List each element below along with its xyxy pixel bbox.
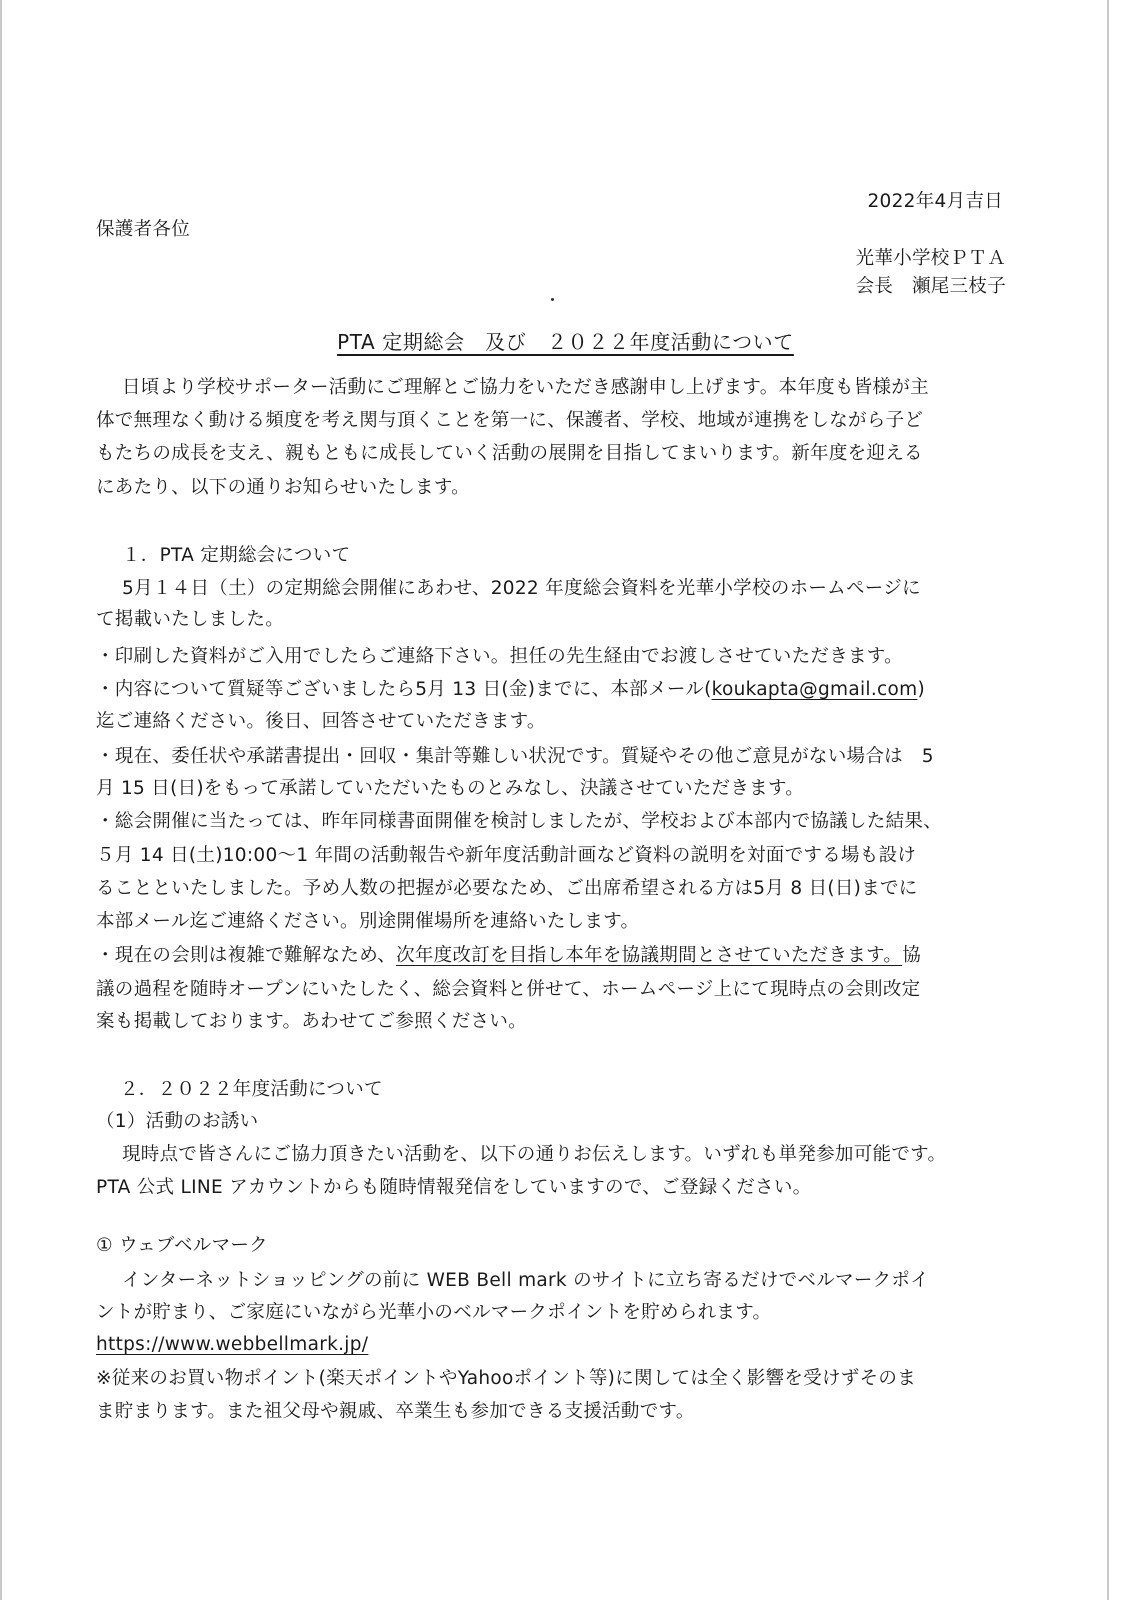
webbellmark-link[interactable]: https://www.webbellmark.jp/ [96,1334,369,1355]
addressee: 保護者各位 [96,219,191,240]
paren-close: ) [917,679,925,700]
rules-underlined: 次年度改訂を目指し本年を協議期間とさせていただきます。 [396,945,903,966]
scan-edge-left [0,0,2,1600]
item1-line: インターネットショッピングの前に WEB Bell mark のサイトに立ち寄るだけでベルマークポイ [122,1270,930,1291]
inquiry-text: ・内容について質疑等ございましたら5月 13 日(金)までに、本部メール( [96,679,712,700]
section1-line: ることといたしました。予め人数の把握が必要なため、ご出席希望される方は5月 8 日(日)までに [96,878,918,899]
section2-heading: ２．２０２２年度活動について [120,1079,383,1100]
scan-edge-right [1107,0,1109,1600]
rules-text: ・現在の会則は複雑で難解なため、 [96,945,397,966]
date: 2022年4月吉日 [867,191,1003,212]
section1-line: ・現在、委任状や承諾書提出・回収・集計等難しい状況です。質疑やその他ご意見がない場合は 5 [96,746,934,767]
section2-line: 現時点で皆さんにご協力頂きたい活動を、以下の通りお伝えします。いずれも単発参加可能です。 [122,1144,947,1165]
section1-line: ・印刷した資料がご入用でしたらご連絡下さい。担任の先生経由でお渡しさせていただきます。 [96,646,903,667]
intro-line: にあたり、以下の通りお知らせいたします。 [96,477,470,498]
scan-speck [551,298,554,301]
item1-line: ま貯まります。また祖父母や親戚、卒業生も参加できる支援活動です。 [96,1401,695,1422]
item1-heading: ① ウェブベルマーク [96,1235,268,1256]
section1-line [96,674,925,706]
sender-org: 光華小学校ＰＴＡ [855,248,1006,269]
section1-line: 5月１４日（土）の定期総会開催にあわせ、2022 年度総会資料を光華小学校のホームページに [122,578,921,599]
section1-line: 議の過程を随時オープンにいたしたく、総会資料と併せて、ホームページ上にて現時点の会則改定 [96,979,921,1000]
section1-heading: １．PTA 定期総会について [122,545,351,566]
item1-line: ※従来のお買い物ポイント(楽天ポイントやYahooポイント等)に関しては全く影響を受けずそのま [96,1368,916,1389]
section1-line: 月 15 日(日)をもって承諾していただいたものとみなし、決議させていただきます。 [96,778,805,799]
sender-name: 会長 瀬尾三枝子 [855,276,1006,297]
section1-line: 案も掲載しております。あわせてご参照ください。 [96,1011,527,1032]
intro-line: 日頃より学校サポーター活動にご理解とご協力をいただき感謝申し上げます。本年度も皆様が主 [122,377,929,398]
intro-line: 体で無理なく動ける頻度を考え関与頂くことを第一に、保護者、学校、地域が連携をしながら子ど [96,410,924,431]
section1-line: て掲載いたしました。 [96,609,285,630]
section1-line: ・総会開催に当たっては、昨年同様書面開催を検討しましたが、学校および本部内で協議した結果、 [96,811,943,832]
item1-line: ントが貯まり、ご家庭にいながら光華小のベルマークポイントを貯められます。 [96,1302,772,1323]
section1-line [96,940,921,972]
section1-line: ５月 14 日(土)10:00～1 年間の活動報告や新年度活動計画など資料の説明を対面でする場も設け [96,845,917,866]
section1-line: 迄ご連絡ください。後日、回答させていただきます。 [96,711,546,732]
intro-line: もたちの成長を支え、親もともに成長していく活動の展開を目指してまいります。新年度を迎える [96,443,923,464]
document-title: PTA 定期総会 及び ２０２２年度活動について [337,330,794,354]
rules-text-end: 協 [902,945,921,966]
section2-line: PTA 公式 LINE アカウントからも随時情報発信をしていますので、ご登録ください。 [96,1177,812,1198]
email-link[interactable]: koukapta@gmail.com [711,679,918,700]
section2-subheading: （1）活動のお誘い [96,1111,259,1132]
section1-line: 本部メール迄ご連絡ください。別途開催場所を連絡いたします。 [96,911,640,932]
